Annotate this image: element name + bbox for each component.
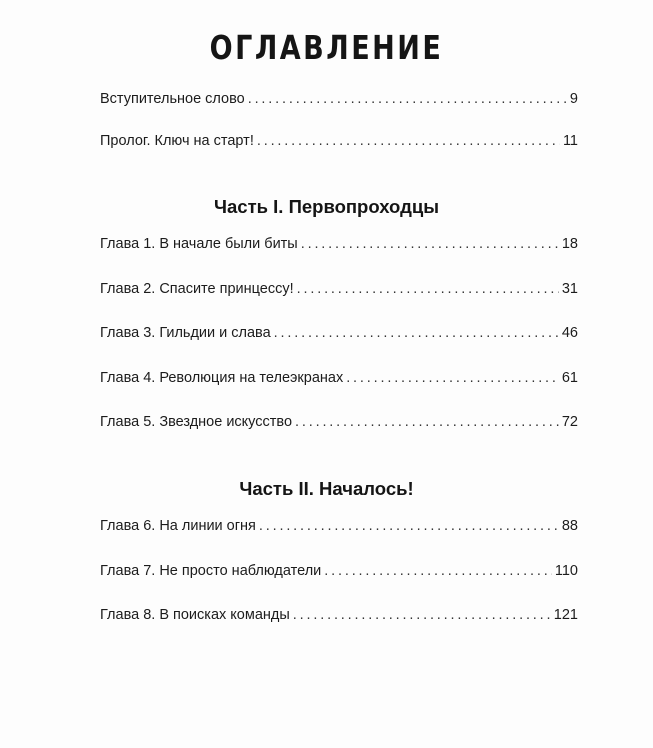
part-heading-2: Часть II. Началось!: [239, 478, 414, 499]
toc-entry-label: Пролог. Ключ на старт!: [100, 133, 254, 149]
toc-entry-chapter-5[interactable]: [100, 412, 578, 432]
toc-entry-label: Глава 5. Звездное искусство: [100, 414, 293, 430]
dot-leader: [346, 368, 559, 388]
toc-entry-label: Глава 8. В поисках команды: [100, 607, 290, 623]
dot-leader: [259, 516, 559, 536]
toc-page-number: 31: [561, 281, 578, 297]
toc-entry-label: Глава 2. Спасите принцессу!: [100, 281, 294, 297]
dot-leader: [324, 561, 552, 581]
toc-page-number: 9: [569, 91, 578, 107]
page-title: ОГЛАВЛЕНИЕ: [209, 28, 444, 67]
toc-entry-label: Глава 3. Гильдии и слава: [100, 325, 271, 341]
dot-leader: [248, 89, 567, 109]
toc-page-number: 72: [561, 414, 578, 430]
dot-leader: [297, 279, 559, 299]
part-heading-1: Часть I. Первопроходцы: [214, 196, 439, 217]
toc-page-number: 18: [561, 236, 578, 252]
toc-entry-chapter-1[interactable]: [100, 234, 578, 254]
toc-entry-label: Глава 1. В начале были биты: [100, 236, 298, 252]
toc-entry-chapter-6[interactable]: [100, 516, 578, 536]
toc-page-number: 11: [562, 133, 578, 149]
toc-entry-label: Глава 4. Революция на телеэкранах: [100, 370, 344, 386]
toc-entry-label: Глава 7. Не просто наблюдатели: [100, 563, 322, 579]
dot-leader: [274, 323, 559, 343]
toc-entry-label: Глава 6. На линии огня: [100, 518, 256, 534]
toc-entry-chapter-3[interactable]: [100, 323, 578, 343]
toc-page-number: 46: [561, 325, 578, 341]
toc-entry-prologue[interactable]: [100, 131, 578, 151]
toc-page-number: 121: [553, 607, 578, 623]
toc-entry-chapter-7[interactable]: [100, 561, 578, 581]
toc-entry-intro[interactable]: [100, 89, 578, 109]
toc-entry-chapter-8[interactable]: [100, 605, 578, 625]
toc-entry-label: Вступительное слово: [100, 91, 245, 107]
toc-page-number: 88: [561, 518, 578, 534]
toc-page-number: 61: [561, 370, 578, 386]
toc-entry-chapter-4[interactable]: [100, 368, 578, 388]
dot-leader: [293, 605, 551, 625]
dot-leader: [301, 234, 559, 254]
toc-entry-chapter-2[interactable]: [100, 279, 578, 299]
toc-page-number: 110: [554, 563, 578, 579]
dot-leader: [295, 412, 559, 432]
dot-leader: [257, 131, 560, 151]
